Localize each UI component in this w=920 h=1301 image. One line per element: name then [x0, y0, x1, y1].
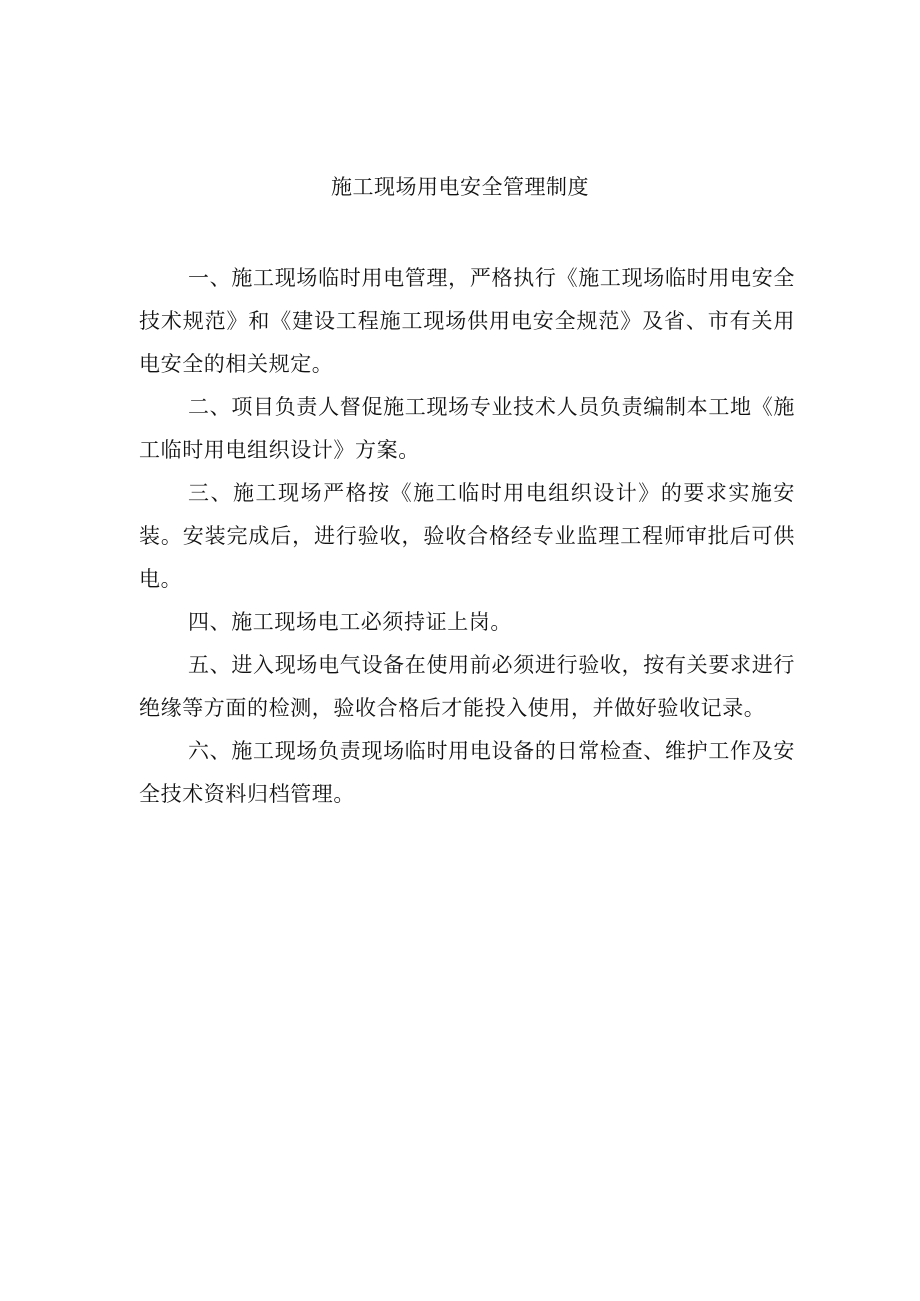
- page-title: 施工现场用电安全管理制度: [331, 175, 589, 199]
- paragraph-3: 三、施工现场严格按《施工临时用电组织设计》的要求实施安装。安装完成后，进行验收，验收合格经专业监理工程师审批后可供电。: [139, 481, 795, 591]
- paragraph-4: 四、施工现场电工必须持证上岗。: [188, 610, 512, 634]
- document-body: [139, 257, 795, 816]
- paragraph-6: 六、施工现场负责现场临时用电设备的日常检查、维护工作及安全技术资料归档管理。: [139, 739, 795, 806]
- paragraph-1: 一、施工现场临时用电管理，严格执行《施工现场临时用电安全技术规范》和《建设工程施工现场供用电安全规范》及省、市有关用电安全的相关规定。: [139, 266, 795, 376]
- paragraph-5: 五、进入现场电气设备在使用前必须进行验收，按有关要求进行绝缘等方面的检测，验收合格后才能投入使用，并做好验收记录。: [139, 653, 795, 720]
- paragraph-2: 二、项目负责人督促施工现场专业技术人员负责编制本工地《施工临时用电组织设计》方案。: [139, 395, 795, 462]
